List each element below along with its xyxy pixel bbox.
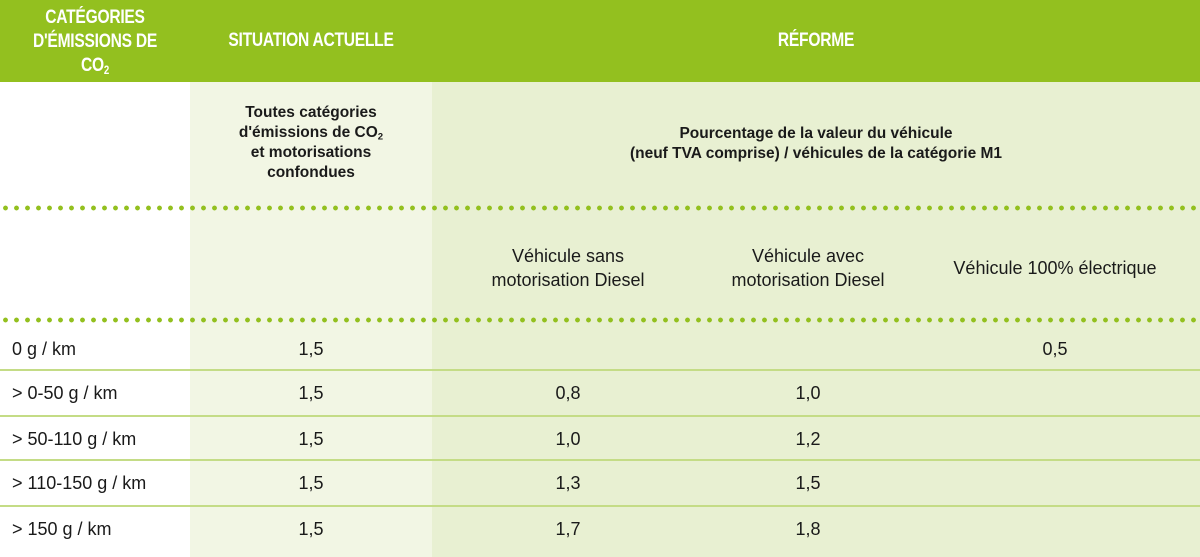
cell-electric <box>925 371 1185 415</box>
table-row <box>0 371 1200 415</box>
header-categories-line2 <box>17 30 173 78</box>
subheader-co2-subscript: 2 <box>377 131 384 143</box>
cell-electric <box>925 507 1185 551</box>
column-non-diesel <box>452 244 684 292</box>
row-divider <box>0 369 1200 371</box>
dotted-separator-2 <box>0 317 1200 323</box>
cell-non-diesel <box>452 327 684 371</box>
header-current: SITUATION ACTUELLE <box>228 30 394 51</box>
table-row <box>0 327 1200 371</box>
cell-category: > 50-110 g / km <box>12 428 137 449</box>
column-non-diesel-line1: Véhicule sans <box>511 246 625 266</box>
cell-diesel: 1,5 <box>795 472 821 493</box>
cell-non-diesel: 1,0 <box>555 428 581 449</box>
column-diesel-line1: Véhicule avec <box>751 246 865 266</box>
cell-current: 1,5 <box>298 382 324 403</box>
subheader-current-line4: confondues <box>267 164 355 181</box>
subheader-reform-line2: (neuf TVA comprise) / véhicules de la catégorie M1 <box>629 145 1003 162</box>
column-non-diesel-line2: motorisation Diesel <box>491 270 645 290</box>
subheader-current-line2-text: d'émissions de CO <box>238 124 378 141</box>
cell-electric: 0,5 <box>1042 338 1068 359</box>
subheader-current <box>190 103 432 183</box>
cell-diesel: 1,2 <box>795 428 821 449</box>
cell-current: 1,5 <box>298 472 324 493</box>
header-reform: RÉFORME <box>777 30 855 51</box>
cell-category: 0 g / km <box>12 338 77 359</box>
cell-non-diesel: 1,7 <box>555 518 581 539</box>
row-divider <box>0 415 1200 417</box>
table-row <box>0 507 1200 551</box>
cell-electric <box>925 461 1185 505</box>
column-diesel <box>697 244 919 292</box>
cell-category: > 0-50 g / km <box>12 382 118 403</box>
cell-non-diesel: 1,3 <box>555 472 581 493</box>
header-categories <box>17 6 173 78</box>
table-row <box>0 461 1200 505</box>
cell-current: 1,5 <box>298 518 324 539</box>
subheader-current-line3: et motorisations <box>250 144 372 161</box>
row-divider <box>0 459 1200 461</box>
cell-current: 1,5 <box>298 338 324 359</box>
cell-category: > 110-150 g / km <box>12 472 147 493</box>
cell-diesel: 1,8 <box>795 518 821 539</box>
cell-diesel <box>697 327 919 371</box>
subheader-current-line2 <box>190 123 432 143</box>
header-categories-line2-text: D'ÉMISSIONS DE CO <box>32 31 158 76</box>
subheader-current-line1: Toutes catégories <box>245 104 377 121</box>
header-categories-line1: CATÉGORIES <box>45 7 145 28</box>
cell-electric <box>925 417 1185 461</box>
cell-diesel: 1,0 <box>795 382 821 403</box>
cell-current: 1,5 <box>298 428 324 449</box>
cell-category: > 150 g / km <box>12 518 112 539</box>
header-co2-subscript: 2 <box>103 63 110 77</box>
column-diesel-line2: motorisation Diesel <box>731 270 885 290</box>
row-divider <box>0 505 1200 507</box>
dotted-separator-1 <box>0 205 1200 211</box>
subheader-reform-line1: Pourcentage de la valeur du véhicule <box>679 125 953 142</box>
subheader-reform <box>432 124 1200 164</box>
table-row <box>0 417 1200 461</box>
column-electric: Véhicule 100% électrique <box>953 258 1157 278</box>
cell-non-diesel: 0,8 <box>555 382 581 403</box>
